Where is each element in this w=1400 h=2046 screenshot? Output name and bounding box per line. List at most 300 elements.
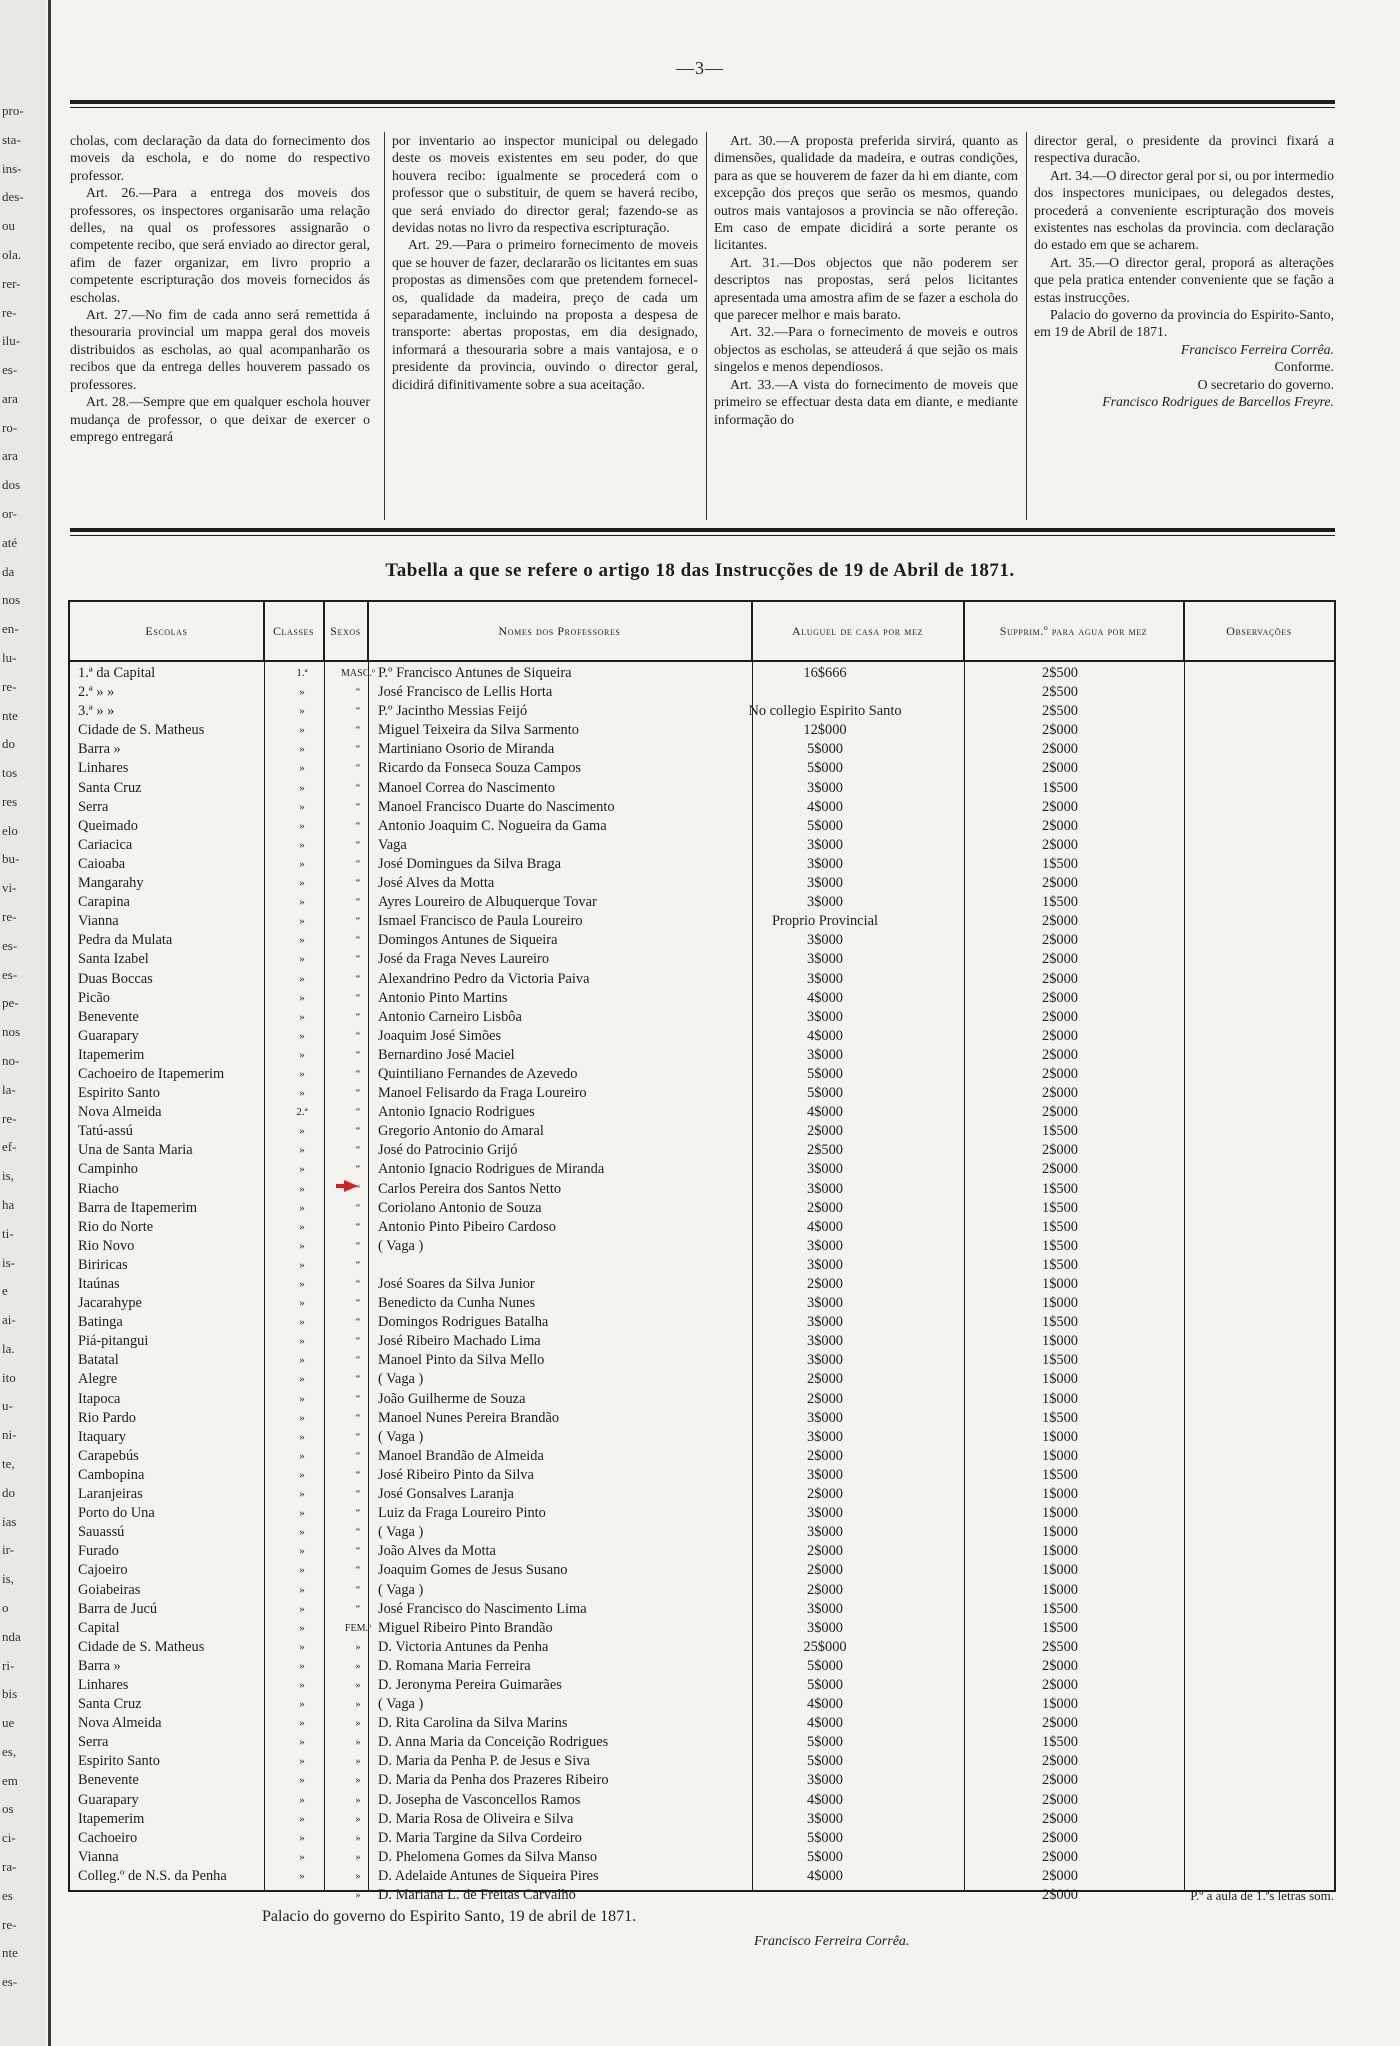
cell-escola: Sauassú <box>78 1524 125 1541</box>
column-divider <box>1026 132 1027 520</box>
table-row <box>70 1428 1334 1447</box>
cell-sexo: FEM.º <box>344 1622 372 1634</box>
cell-professor: P.º Francisco Antunes de Siqueira <box>378 665 572 681</box>
margin-fragment: rer- <box>2 275 21 291</box>
cell-classe: » <box>299 1717 305 1730</box>
cell-professor: ( Vaga ) <box>378 1428 424 1445</box>
cell-escola: Vianna <box>78 913 119 930</box>
cell-professor: Miguel Ribeiro Pinto Brandão <box>378 1619 553 1636</box>
cell-sexo: “ <box>355 1336 361 1348</box>
cell-escola: Barra de Itapemerim <box>78 1199 198 1216</box>
paragraph: Art. 27.—No fim de cada anno será remettida á thesouraria provincial um mappa geral dos moveis distribuidos as escholas, ao qual acompanharão os recibos que da entrega delles houverem passado os professores. <box>70 307 370 392</box>
cell-escola: Guarapary <box>78 1027 139 1044</box>
cell-aluguel: 4$000 <box>807 1791 843 1808</box>
table-row <box>70 1657 1334 1676</box>
cell-sexo: “ <box>355 706 361 718</box>
cell-sexo: “ <box>355 801 361 813</box>
cell-professor: Antonio Pinto Martins <box>378 989 508 1006</box>
margin-fragment: ni- <box>2 1427 17 1443</box>
cell-supprimento: 1$500 <box>1042 1409 1078 1426</box>
table-row <box>70 759 1334 778</box>
text-column-3 <box>714 132 1018 428</box>
cell-aluguel: 5$000 <box>807 1065 843 1082</box>
margin-fragment: is, <box>2 1571 14 1587</box>
table-row <box>70 1122 1334 1141</box>
cell-classe: » <box>299 857 305 870</box>
margin-fragment: res <box>2 793 18 809</box>
cell-escola: Alegre <box>78 1371 118 1388</box>
cell-classe: » <box>299 1678 305 1691</box>
cell-escola: 2.ª » » <box>78 684 115 701</box>
cell-professor: José Francisco de Lellis Horta <box>378 684 553 701</box>
cell-classe: » <box>299 1029 305 1042</box>
cell-sexo: “ <box>355 744 361 756</box>
paragraph: director geral, o presidente da provinci fixará a respectiva duracão. <box>1034 133 1334 166</box>
cell-classe: » <box>299 1087 305 1100</box>
table-row <box>70 1237 1334 1256</box>
table-row <box>70 1218 1334 1237</box>
cell-classe: » <box>299 896 305 909</box>
cell-aluguel: 2$000 <box>807 1562 843 1579</box>
cell-sexo: » <box>355 1870 361 1882</box>
margin-fragment: u- <box>2 1398 13 1414</box>
margin-fragment: pe- <box>2 995 19 1011</box>
column-divider <box>706 132 707 520</box>
margin-fragment: la- <box>2 1081 16 1097</box>
cell-escola: Itaquary <box>78 1428 126 1445</box>
cell-sexo: “ <box>355 820 361 832</box>
table-row <box>70 1390 1334 1409</box>
cell-classe: » <box>299 800 305 813</box>
table-row <box>70 1313 1334 1332</box>
cell-professor: Ricardo da Fonseca Souza Campos <box>378 760 582 777</box>
cell-classe: » <box>299 1239 305 1252</box>
margin-fragment: pro- <box>2 103 24 118</box>
left-margin-strip <box>0 0 46 2046</box>
cell-aluguel: 2$000 <box>807 1581 843 1598</box>
cell-aluguel: 3$000 <box>807 1524 843 1541</box>
cell-professor: D. Maria Rosa de Oliveira e Silva <box>378 1810 574 1827</box>
header-supprimento: Supprim.º para agua por mez <box>964 602 1184 660</box>
cell-aluguel: 2$000 <box>807 1543 843 1560</box>
margin-fragment: la. <box>2 1340 15 1356</box>
cell-aluguel: 2$000 <box>807 1486 843 1503</box>
margin-fragment: ara <box>2 390 18 406</box>
cell-escola: Santa Izabel <box>78 951 149 968</box>
cell-professor: Antonio Pinto Pibeiro Cardoso <box>378 1218 556 1235</box>
cell-aluguel: 3$000 <box>807 1352 843 1369</box>
table-row <box>70 1466 1334 1485</box>
cell-escola: Rio Novo <box>78 1237 135 1254</box>
cell-professor: Manoel Correa do Nascimento <box>378 779 556 796</box>
cell-sexo: » <box>355 1641 361 1653</box>
cell-supprimento: 1$500 <box>1042 1199 1078 1216</box>
paragraph: Art. 33.—A vista do fornecimento de moveis que primeiro se effectuar desta data em diante, e mediante informação do <box>714 376 1018 427</box>
table-row <box>70 1561 1334 1580</box>
cell-escola: Serra <box>78 798 109 815</box>
cell-classe: » <box>299 1258 305 1271</box>
cell-professor: Joaquim Gomes de Jesus Susano <box>378 1562 568 1579</box>
cell-escola: 3.ª » » <box>78 703 115 720</box>
cell-escola: Picão <box>78 989 110 1006</box>
cell-professor: Antonio Ignacio Rodrigues de Miranda <box>378 1161 605 1178</box>
table-row <box>70 1084 1334 1103</box>
table-row <box>70 1867 1334 1886</box>
cell-classe: » <box>299 819 305 832</box>
cell-professor: Martiniano Osorio de Miranda <box>378 741 555 758</box>
cell-aluguel: 3$000 <box>807 875 843 892</box>
cell-escola: Porto do Una <box>78 1505 155 1522</box>
cell-professor: José Gonsalves Laranja <box>378 1486 514 1503</box>
cell-supprimento: 2$000 <box>1042 1848 1078 1865</box>
cell-sexo: » <box>355 1718 361 1730</box>
teachers-table <box>68 600 1336 1903</box>
table-row <box>70 702 1334 721</box>
margin-fragment: is- <box>2 1254 15 1270</box>
cell-sexo: “ <box>355 1469 361 1481</box>
table-row <box>70 893 1334 912</box>
cell-escola: Vianna <box>78 1848 119 1865</box>
cell-professor: D. Phelomena Gomes da Silva Manso <box>378 1848 598 1865</box>
cell-classe: » <box>299 762 305 775</box>
cell-supprimento: 1$500 <box>1042 779 1078 796</box>
cell-professor: Coriolano Antonio de Souza <box>378 1199 542 1216</box>
cell-sexo: “ <box>355 992 361 1004</box>
margin-fragment: da <box>2 563 15 579</box>
cell-classe: » <box>299 1067 305 1080</box>
cell-supprimento: 2$000 <box>1042 836 1078 853</box>
cell-aluguel: 3$000 <box>807 1237 843 1254</box>
table-row <box>70 1351 1334 1370</box>
cell-professor: ( Vaga ) <box>378 1524 424 1541</box>
margin-fragment: bu- <box>2 851 20 867</box>
cell-escola: Queimado <box>78 817 138 834</box>
cell-escola: Biriricas <box>78 1256 128 1273</box>
cell-aluguel: 4$000 <box>807 1027 843 1044</box>
cell-classe: » <box>299 1144 305 1157</box>
cell-sexo: “ <box>355 1088 361 1100</box>
cell-escola: Santa Cruz <box>78 779 142 796</box>
cell-escola: Piá-pitangui <box>78 1333 149 1350</box>
cell-escola: Cajoeiro <box>78 1562 128 1579</box>
cell-supprimento: 2$500 <box>1042 665 1078 681</box>
margin-fragment: do <box>2 736 15 752</box>
cell-supprimento: 1$500 <box>1042 1314 1078 1331</box>
cell-classe: » <box>299 991 305 1004</box>
cell-classe: » <box>299 1010 305 1023</box>
table-row <box>70 1886 1334 1905</box>
cell-aluguel: 2$000 <box>807 1123 843 1140</box>
table-row <box>70 798 1334 817</box>
margin-fragment: nos <box>2 592 21 608</box>
cell-sexo: “ <box>355 763 361 775</box>
cell-professor: Bernardino José Maciel <box>378 1046 515 1063</box>
cell-classe: » <box>299 1182 305 1195</box>
cell-supprimento: 1$500 <box>1042 855 1078 872</box>
cell-sexo: “ <box>355 1202 361 1214</box>
cell-professor: Carlos Pereira dos Santos Netto <box>378 1180 562 1197</box>
cell-escola: Cidade de S. Matheus <box>78 1638 205 1655</box>
margin-fragment: nte <box>2 1945 18 1961</box>
cell-supprimento: 2$000 <box>1042 1715 1078 1732</box>
table-row <box>70 950 1334 969</box>
cell-aluguel: 2$000 <box>807 1199 843 1216</box>
cell-classe: » <box>299 1335 305 1348</box>
cell-professor: D. Maria da Penha dos Prazeres Ribeiro <box>378 1772 609 1789</box>
cell-professor: Benedicto da Cunha Nunes <box>378 1295 536 1312</box>
cell-professor: Antonio Ignacio Rodrigues <box>378 1104 535 1121</box>
cell-sexo: “ <box>355 973 361 985</box>
cell-sexo: MASC.º <box>341 668 375 679</box>
cell-sexo: “ <box>355 1259 361 1271</box>
cell-sexo: “ <box>355 1240 361 1252</box>
table-row <box>70 931 1334 950</box>
cell-sexo: “ <box>355 1126 361 1138</box>
cell-professor: José Domingues da Silva Braga <box>378 855 562 872</box>
cell-supprimento: 2$000 <box>1042 741 1078 758</box>
header-escolas: Escolas <box>70 602 264 660</box>
cell-classe: » <box>299 1545 305 1558</box>
cell-sexo: “ <box>355 687 361 699</box>
margin-fragment: es, <box>2 1743 17 1759</box>
table-row <box>70 779 1334 798</box>
cell-supprimento: 1$000 <box>1042 1371 1078 1388</box>
cell-classe: » <box>299 1602 305 1615</box>
cell-professor: José Francisco do Nascimento Lima <box>378 1600 587 1617</box>
cell-classe: » <box>299 1526 305 1539</box>
cell-classe: » <box>299 972 305 985</box>
cell-aluguel: 3$000 <box>807 1180 843 1197</box>
margin-fragment: ti- <box>2 1225 14 1241</box>
cell-professor: Antonio Joaquim C. Nogueira da Gama <box>378 817 607 834</box>
margin-fragment: do <box>2 1484 15 1500</box>
margin-fragment: até <box>2 534 18 550</box>
cell-aluguel: 2$000 <box>807 1371 843 1388</box>
margin-fragment: e <box>2 1283 8 1299</box>
cell-classe: » <box>299 686 305 699</box>
margin-fragment: ito <box>2 1369 16 1385</box>
cell-classe: » <box>299 705 305 718</box>
cell-sexo: “ <box>355 1317 361 1329</box>
cell-supprimento: 1$000 <box>1042 1390 1078 1407</box>
cell-classe: » <box>299 1201 305 1214</box>
mid-thin-rule <box>70 535 1335 536</box>
cell-aluguel: 3$000 <box>807 1008 843 1025</box>
table-row <box>70 1256 1334 1275</box>
cell-aluguel: 2$000 <box>807 1447 843 1464</box>
table-row <box>70 1791 1334 1810</box>
margin-fragment: es- <box>2 937 18 953</box>
table-row <box>70 1409 1334 1428</box>
margin-fragment: ci- <box>2 1830 16 1846</box>
cell-classe: » <box>299 1163 305 1176</box>
margin-fragment: ola. <box>2 246 22 262</box>
cell-escola: Cachoeiro de Itapemerim <box>78 1065 225 1082</box>
table-row <box>70 1771 1334 1790</box>
cell-escola: Riacho <box>78 1180 119 1197</box>
cell-professor: João Guilherme de Souza <box>378 1390 526 1407</box>
cell-classe: » <box>299 1430 305 1443</box>
cell-classe: » <box>299 953 305 966</box>
cell-professor: Domingos Rodrigues Batalha <box>378 1314 549 1331</box>
cell-escola: Guarapary <box>78 1791 139 1808</box>
cell-escola: Nova Almeida <box>78 1715 162 1732</box>
table-row <box>70 1810 1334 1829</box>
cell-classe: » <box>299 1793 305 1806</box>
cell-sexo: “ <box>355 839 361 851</box>
cell-professor: D. Mariana L. de Freitas Carvalho <box>378 1887 576 1903</box>
table-row <box>70 664 1334 683</box>
cell-sexo: » <box>355 1832 361 1844</box>
cell-aluguel: 3$000 <box>807 1161 843 1178</box>
cell-professor: Vaga <box>378 836 407 853</box>
table-row <box>70 1103 1334 1122</box>
table-row <box>70 1370 1334 1389</box>
cell-professor: Ayres Loureiro de Albuquerque Tovar <box>378 894 597 911</box>
table-row <box>70 721 1334 740</box>
cell-classe: » <box>299 1373 305 1386</box>
table-row <box>70 1141 1334 1160</box>
table-row <box>70 1294 1334 1313</box>
table-row <box>70 1332 1334 1351</box>
cell-aluguel: 25$000 <box>803 1638 847 1655</box>
cell-escola: Serra <box>78 1734 109 1751</box>
cell-aluguel: 3$000 <box>807 836 843 853</box>
cell-supprimento: 1$000 <box>1042 1428 1078 1445</box>
cell-supprimento: 2$000 <box>1042 1161 1078 1178</box>
cell-supprimento: 2$000 <box>1042 1810 1078 1827</box>
cell-professor: Miguel Teixeira da Silva Sarmento <box>378 722 579 739</box>
cell-aluguel: 5$000 <box>807 1657 843 1674</box>
cell-supprimento: 1$000 <box>1042 1562 1078 1579</box>
cell-professor: José Ribeiro Pinto da Silva <box>378 1466 534 1483</box>
cell-classe: » <box>299 1297 305 1310</box>
cell-sexo: “ <box>355 1412 361 1424</box>
paragraph: cholas, com declaração da data do fornecimento dos moveis da eschola, e do nome do respectivo professor. <box>70 133 370 183</box>
paragraph: Art. 31.—Dos objectos que não poderem ser descriptos nas propostas, será pelos licitantes apresentada uma amostra afim de se fazer a eschola do que parecer melhor e mais barato. <box>714 254 1018 323</box>
cell-aluguel: 3$000 <box>807 1600 843 1617</box>
cell-escola: Barra » <box>78 1657 121 1674</box>
cell-aluguel: 5$000 <box>807 1753 843 1770</box>
margin-fragment: ins- <box>2 160 22 176</box>
margin-fragment: sta- <box>2 131 21 147</box>
table-row <box>70 1542 1334 1561</box>
cell-escola: Carapina <box>78 894 130 911</box>
margin-fragment: ef- <box>2 1139 17 1155</box>
cell-supprimento: 1$000 <box>1042 1486 1078 1503</box>
cell-classe: » <box>299 724 305 737</box>
header-nomes: Nomes dos Professores <box>368 602 752 660</box>
table-row <box>70 836 1334 855</box>
paragraph: Art. 35.—O director geral, proporá as alterações que pela pratica entender conveniente que se fação a estas instrucções. <box>1034 254 1334 305</box>
table-row <box>70 1714 1334 1733</box>
cell-professor: Manoel Nunes Pereira Brandão <box>378 1409 560 1426</box>
cell-supprimento: 1$500 <box>1042 1619 1078 1636</box>
cell-classe: » <box>299 1774 305 1787</box>
cell-classe: » <box>299 1316 305 1329</box>
cell-classe: » <box>299 1468 305 1481</box>
table-row <box>70 1180 1334 1199</box>
cell-sexo: » <box>355 1756 361 1768</box>
cell-aluguel: 3$000 <box>807 1619 843 1636</box>
header-classes: Classes <box>264 602 324 660</box>
cell-supprimento: 2$000 <box>1042 1676 1078 1693</box>
cell-supprimento: 2$000 <box>1042 1791 1078 1808</box>
cell-escola: Pedra da Mulata <box>78 932 173 949</box>
table-row <box>70 1504 1334 1523</box>
cell-classe: » <box>299 1411 305 1424</box>
cell-supprimento: 2$000 <box>1042 875 1078 892</box>
cell-aluguel: 4$000 <box>807 989 843 1006</box>
cell-classe: » <box>299 1831 305 1844</box>
table-row <box>70 1676 1334 1695</box>
top-thin-rule <box>70 107 1335 108</box>
cell-aluguel: 5$000 <box>807 760 843 777</box>
table-row <box>70 817 1334 836</box>
cell-aluguel: 3$000 <box>807 1333 843 1350</box>
top-double-rule <box>70 100 1335 104</box>
cell-sexo: “ <box>355 858 361 870</box>
cell-aluguel: 3$000 <box>807 1428 843 1445</box>
cell-professor: D. Victoria Antunes da Penha <box>378 1638 549 1655</box>
cell-classe: » <box>299 915 305 928</box>
cell-aluguel: 3$000 <box>807 779 843 796</box>
margin-fragment: es- <box>2 966 18 982</box>
cell-professor: José Alves da Motta <box>378 875 495 892</box>
cell-sexo: “ <box>355 1431 361 1443</box>
cell-professor: Joaquim José Simões <box>378 1027 502 1044</box>
cell-supprimento: 2$000 <box>1042 1657 1078 1674</box>
cell-aluguel: 2$500 <box>807 1142 843 1159</box>
margin-fragment: nte <box>2 707 18 723</box>
cell-sexo: “ <box>355 1584 361 1596</box>
cell-supprimento: 2$000 <box>1042 1046 1078 1063</box>
paragraph: Francisco Ferreira Corrêa. <box>1180 341 1334 357</box>
table-row <box>70 1829 1334 1848</box>
cell-classe: » <box>299 1869 305 1882</box>
cell-classe: » <box>299 1640 305 1653</box>
cell-sexo: » <box>355 1699 361 1711</box>
cell-professor: ( Vaga ) <box>378 1371 424 1388</box>
cell-classe: » <box>299 1125 305 1138</box>
cell-professor: P.º Jacintho Messias Feijó <box>378 703 528 720</box>
column-divider <box>384 132 385 520</box>
cell-sexo: “ <box>355 782 361 794</box>
cell-supprimento: 1$000 <box>1042 1276 1078 1292</box>
cell-aluguel: 5$000 <box>807 817 843 834</box>
table-row <box>70 1008 1334 1027</box>
cell-classe: » <box>299 877 305 890</box>
table-row <box>70 1027 1334 1046</box>
cell-sexo: “ <box>355 1049 361 1061</box>
margin-fragment: re- <box>2 678 17 694</box>
margin-fragment: re- <box>2 1916 17 1932</box>
cell-aluguel: 3$000 <box>807 1772 843 1789</box>
binding-edge <box>48 0 51 2046</box>
margin-fragment: es <box>2 1887 13 1903</box>
cell-sexo: “ <box>355 1011 361 1023</box>
cell-escola: Espirito Santo <box>78 1085 160 1102</box>
cell-sexo: » <box>355 1775 361 1787</box>
margin-fragment: lu- <box>2 649 17 665</box>
paragraph: O secretario do governo. <box>1197 376 1334 392</box>
cell-sexo: » <box>355 1660 361 1672</box>
mid-double-rule <box>70 528 1335 532</box>
cell-escola: Jacarahype <box>78 1295 142 1312</box>
cell-supprimento: 2$000 <box>1042 913 1078 930</box>
cell-sexo: “ <box>355 878 361 890</box>
cell-escola: Duas Boccas <box>78 970 153 987</box>
